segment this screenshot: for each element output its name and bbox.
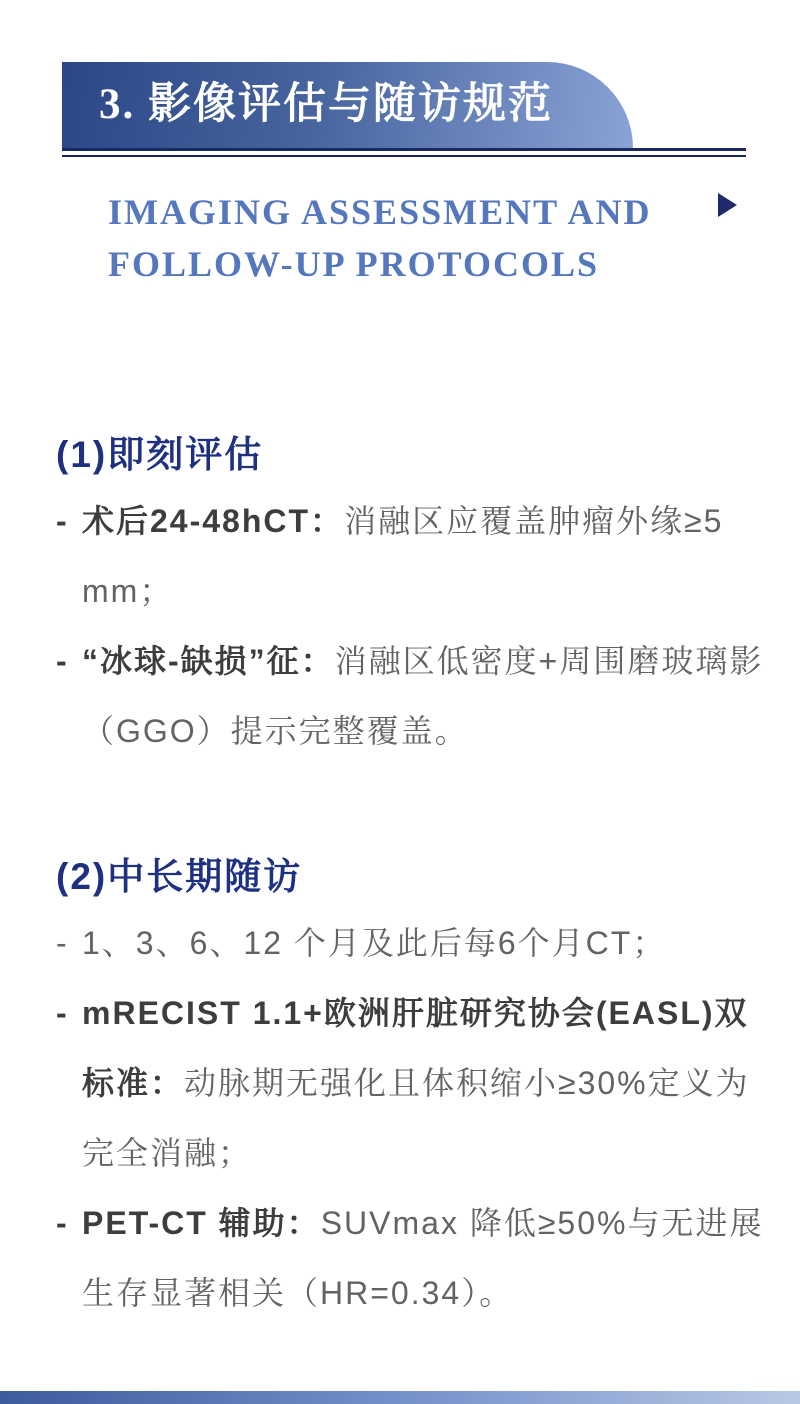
item-bold-label: mRECIST 1.1+欧洲肝脏研究协会(EASL)双标准： [82, 995, 749, 1101]
section-1-heading: (1)即刻评估 [56, 434, 264, 475]
list-item [56, 1188, 771, 1328]
section-1-list [56, 486, 771, 766]
item-bold-label: “冰球-缺损”征： [82, 643, 335, 679]
english-subtitle [108, 186, 651, 290]
list-item [56, 626, 771, 766]
bullet-dash: - [56, 1205, 69, 1241]
bullet-dash: - [56, 503, 69, 539]
bullet-dash: - [56, 995, 69, 1031]
footer-accent-bar [0, 1391, 800, 1404]
item-text: 消融区低密度+周围磨玻璃影（GGO）提示完整覆盖。 [82, 643, 764, 749]
item-text: 1、3、6、12 个月及此后每6个月CT； [82, 925, 667, 961]
list-item [56, 908, 771, 978]
play-triangle-icon [718, 193, 737, 217]
section-2-heading: (2)中长期随访 [56, 856, 303, 897]
bullet-dash: - [56, 925, 69, 961]
list-item [56, 978, 771, 1188]
header-divider [62, 148, 746, 157]
header-banner [62, 62, 633, 148]
item-text: 消融区应覆盖肿瘤外缘≥5 mm； [82, 503, 724, 609]
item-text: 动脉期无强化且体积缩小≥30%定义为完全消融； [82, 1065, 750, 1171]
item-bold-label: 术后24-48hCT： [82, 503, 345, 539]
item-bold-label: PET-CT 辅助： [82, 1205, 321, 1241]
section-2-list [56, 908, 771, 1328]
subtitle-line-1: IMAGING ASSESSMENT AND [108, 192, 652, 232]
bullet-dash: - [56, 643, 69, 679]
item-text: SUVmax 降低≥50%与无进展生存显著相关（HR=0.34）。 [82, 1205, 764, 1311]
list-item [56, 486, 771, 626]
page-title: 3. 影像评估与随访规范 [99, 81, 553, 128]
subtitle-line-2: FOLLOW-UP PROTOCOLS [108, 244, 600, 284]
